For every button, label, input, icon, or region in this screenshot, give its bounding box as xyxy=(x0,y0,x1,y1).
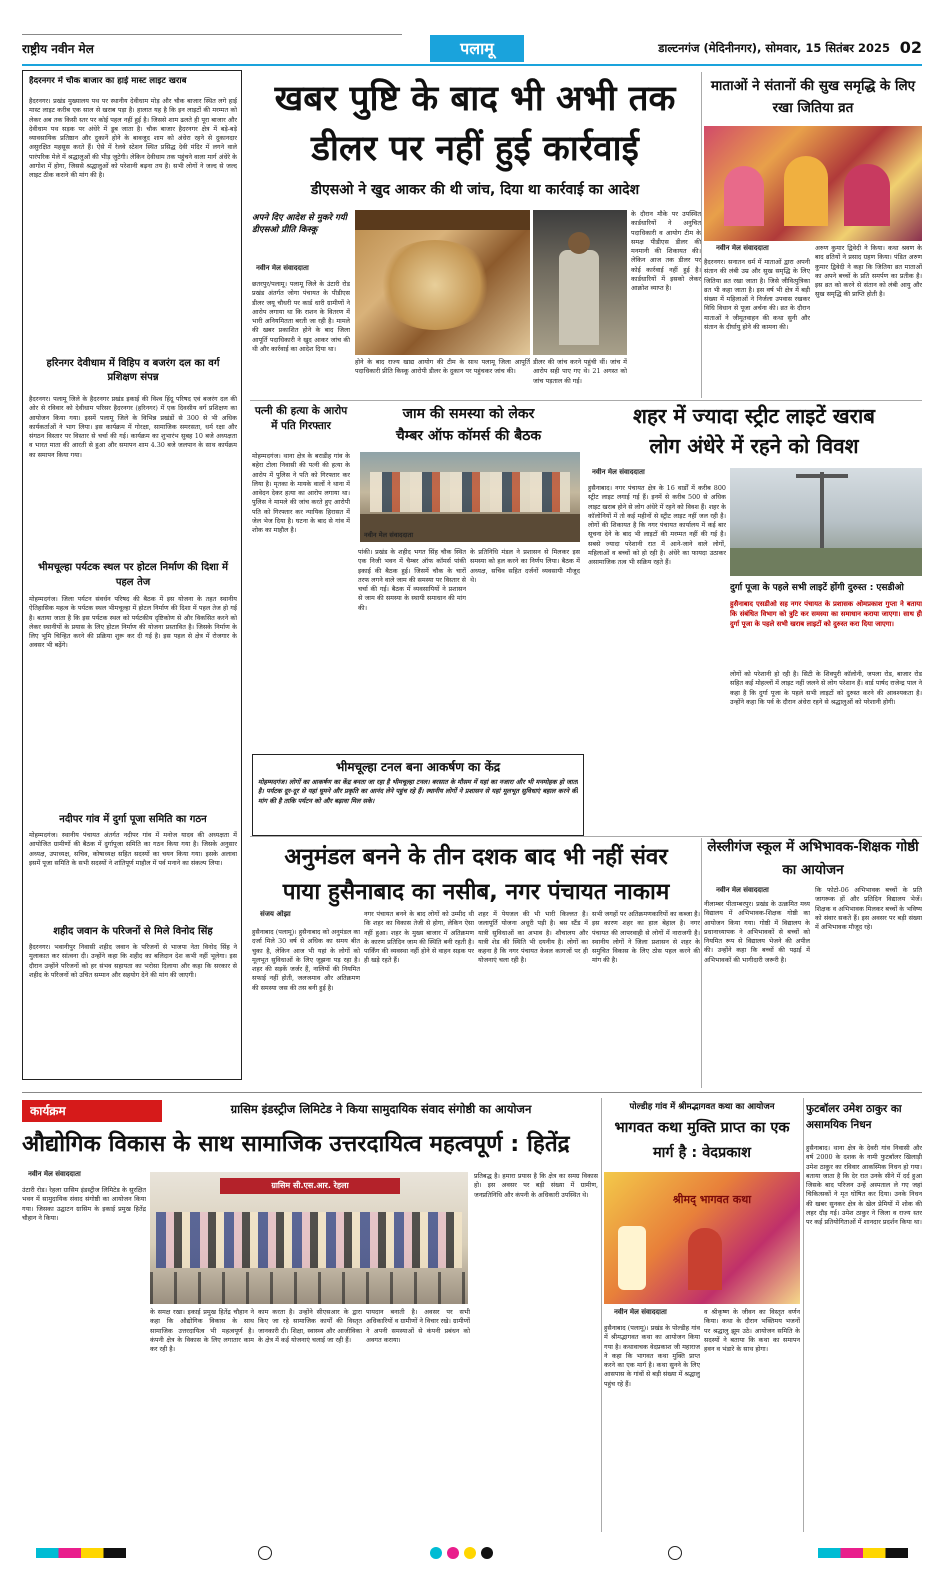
streetlights-body-b: लोगों को परेशानी हो रही है। सिटी के शिवपुरी कॉलोनी, जपला रोड, बाजार रोड सहित कई मोहल्लों में लाइट नहीं जलने से लोग परेशान हैं। वार्ड पार्षद राजेन्द्र पाल ने कहा है कि दुर्गा पूजा के पहले सभी लाइटों को दुरुस्त करने की आवश्यकता है। उन्होंने कहा कि पर्व के दौरान अंधेरा रहने से श्रद्धालुओं को परेशानी होगी। xyxy=(730,670,922,706)
karyakram-body-b: के समक्ष रखा। इकाई प्रमुख हितेंद्र चौहान ने कहा कि औद्योगिक विकास के साथ सामाजिक उत्तरदायित्व भी महत्वपूर्ण है। कंपनी क्षेत्र के विकास के लिए लगातार काम कर रही है। xyxy=(150,1308,254,1354)
streetlights-photo xyxy=(730,468,922,576)
wife-murder-title: पत्नी की हत्या के आरोप में पति गिरफ्तार xyxy=(254,405,348,433)
rule-horizontal-1 xyxy=(250,400,922,401)
left-column-box xyxy=(22,70,242,1080)
bhagwat-kicker: पोल्डीह गांव में श्रीमद्भागवत कथा का आयोजन xyxy=(629,1102,775,1112)
dateline: डाल्टनगंज (मेदिनीनगर), सोमवार, 15 सितंबर 2025 xyxy=(658,41,890,55)
karyakram-photo xyxy=(150,1172,468,1304)
masthead-rule xyxy=(22,64,922,66)
wife-murder-body: मोहम्मदगंज। थाना क्षेत्र के बराडीह गांव के बहेरा टोला निवासी की पत्नी की हत्या के आरोप में पुलिस ने पति को गिरफ्तार कर लिया है। मृतका के मायके वालों ने थाना में आवेदन देकर हत्या का आरोप लगाया था। पुलिस ने मामले की जांच करते हुए आरोपी पति को गिरफ्तार कर न्यायिक हिरासत में जेल भेज दिया है। घटना के बाद से गांव में शोक का माहौल है। xyxy=(252,452,350,535)
left-story-5-body: हैदरनगर। भवानीपुर निवासी शहीद जवान के परिजनों से भाजपा नेता विनोद सिंह ने मुलाकात कर सांत्वना दी। उन्होंने कहा कि शहीद का बलिदान देश कभी नहीं भूलेगा। इस दौरान उन्होंने परिजनों को हर संभव सहायता का भरोसा दिलाया और कहा कि सरकार से शहीद के परिजनों को उचित सम्मान और सहयोग देने की मांग की जाएगी। xyxy=(29,943,237,979)
section-name: पलामू xyxy=(460,39,494,58)
color-bar-left xyxy=(36,1548,126,1558)
jam-photo-meeting xyxy=(360,452,580,542)
bhagwat-byline: नवीन मेल संवाददाता xyxy=(614,1308,667,1316)
left-story-4-body: मोहम्मदगंज। स्थानीय पंचायत अंतर्गत नदीपर गांव में मनोज यादव की अध्यक्षता में आयोजित ग्रामीणों की बैठक में दुर्गापूजा समिति का गठन किया गया है। जिसके अनुसार अध्यक्ष, उपाध्यक्ष, सचिव, कोषाध्यक्ष सहित सदस्यों का चयन किया गया। इसके अलावा इसमें पूजा समिति के सभी सदस्यों ने शांतिपूर्ण माहौल में पर्व मनाने का संकल्प लिया। xyxy=(29,831,237,867)
lead-photo-shop xyxy=(533,210,627,355)
bhagwat-photo xyxy=(604,1172,800,1304)
left-story-3-title: भीमचूल्हा पर्यटक स्थल पर होटल निर्माण की दिशा में पहल तेज xyxy=(37,562,229,588)
lead-headline-line-2: डीलर पर नहीं हुई कार्रवाई xyxy=(311,129,639,169)
lesliganj-title: लेस्लीगंज स्कूल में अभिभावक-शिक्षक गोष्ठी का आयोजन xyxy=(707,839,919,878)
left-story-4-title: नदीपर गांव में दुर्गा पूजा समिति का गठन xyxy=(59,814,207,825)
lead-bullet: अपने दिए आदेश से मुकरे गयी डीएसओ प्रीति किस्कू xyxy=(252,213,348,236)
karyakram-body-c: काम करता है। उन्होंने सीएसआर के द्वारा किए जा रहे सामाजिक कार्यों की विस्तृत जानकारी दी। शिक्षा, स्वास्थ्य और आजीविका के क्षेत्र में कई योजनाएं चलाई जा रही हैं। xyxy=(258,1308,362,1344)
hussainabad-body-b: नगर पंचायत बनने के बाद लोगों को उम्मीद थी कि शहर का विकास तेजी से होगा, लेकिन ऐसा नहीं हुआ। शहर के मुख्य बाजार में अतिक्रमण के कारण प्रतिदिन जाम की स्थिति बनी रहती है। पार्किंग की व्यवस्था नहीं होने से वाहन सड़क पर ही खड़े रहते हैं। xyxy=(364,910,474,965)
bhagwat-title: भागवत कथा मुक्ति प्राप्त का एक मार्ग है : वेदप्रकाश xyxy=(614,1120,790,1162)
jam-title-1: जाम की समस्या को लेकर xyxy=(402,406,535,422)
lead-body-a: छतरपुर/पलामू। पलामू जिले के उंटारी रोड प्रखंड अंतर्गत जोगा पंचायत के पीडीएस डीलर जयू चौधरी पर कार्ड धारी ग्रामीणों ने आरोप लगाया था कि राशन के वितरण में भारी अनियमितता बरती जा रही है। मामले की खबर प्रकाशित होने के बाद जिला आपूर्ति पदाधिकारी ने खुद आकर जांच की थी और कार्रवाई का आदेश दिया था। xyxy=(252,280,350,353)
left-story-5-title: शहीद जवान के परिजनों से मिले विनोद सिंह xyxy=(53,926,213,937)
hussainabad-title-2: पाया हुसैनाबाद का नसीब, नगर पंचायत नाकाम xyxy=(282,879,670,905)
lead-photo-grain xyxy=(355,210,530,355)
bhagwat-body: हुसैनाबाद (पलामू)। प्रखंड के पोल्डीह गांव में श्रीमद्भागवत कथा का आयोजन किया गया है। कथावाचक वेदप्रकाश जी महाराज ने कहा कि भागवत कथा मुक्ति प्राप्त करने का एक मार्ग है। कथा सुनने के लिए आसपास के गांवों से बड़ी संख्या में श्रद्धालु पहुंच रहे हैं। xyxy=(604,1324,700,1388)
lesliganj-body-b: कि फोटो-06 अभिभावक बच्चों के प्रति जागरूक हों और प्रतिदिन विद्यालय भेजें। शिक्षक व अभिभावक मिलकर बच्चों के भविष्य को संवार सकते हैं। इस अवसर पर बड़ी संख्या में अभिभावक मौजूद रहे। xyxy=(815,886,922,932)
karyakram-headline: औद्योगिक विकास के साथ सामाजिक उत्तरदायित्व महत्वपूर्ण : हितेंद्र xyxy=(22,1131,570,1157)
karyakram-body-d: पायदान बनाती है। अवसर पर सभी अधिकारियों व ग्रामीणों ने विचार रखे। ग्रामीणों ने अपनी समस्याओं से कंपनी प्रबंधन को अवगत कराया। xyxy=(366,1308,470,1344)
mothers-byline: नवीन मेल संवाददाता xyxy=(716,244,769,252)
karyakram-photo-banner: ग्रासिम सी.एस.आर. रेहला xyxy=(271,1181,349,1190)
rule-vertical-3 xyxy=(601,1098,602,1532)
karyakram-label: कार्यक्रम xyxy=(30,1104,66,1118)
left-story-2-title: हरिनगर देवीधाम में विहिप व बजरंग दल का वर्ग प्रशिक्षण संपन्न xyxy=(46,358,220,383)
streetlights-byline: नवीन मेल संवाददाता xyxy=(592,468,645,476)
jam-photo-caption: नवीन मेल संवाददाता xyxy=(364,531,413,539)
brand: राष्ट्रीय नवीन मेल xyxy=(22,42,94,56)
karyakram-body-a: उंटारी रोड। रेहला ग्रासिम इंडस्ट्रीज लिमिटेड के सुरक्षित भवन में सामुदायिक संवाद संगोष्ठी का आयोजन किया गया। जिसका उद्घाटन ग्रासिम के इकाई प्रमुख हितेंद्र चौहान ने किया। xyxy=(22,1186,146,1222)
lead-body-d: के दौरान मौके पर उपस्थित कार्डधारियों ने अनुचित पदाधिकारी व आयोग टीम के समक्ष पीडीएस डीलर की मनमानी की शिकायत की। लेकिन आज तक डीलर पर कोई कार्रवाई नहीं हुई है। कार्डधारियों में इसको लेकर आक्रोश व्याप्त है। xyxy=(631,210,701,293)
bhagwat-photo-banner: श्रीमद् भागवत कथा xyxy=(672,1193,752,1206)
top-frame xyxy=(22,34,402,35)
bhimchulha-title: भीमचूल्हा टनल बना आकर्षण का केंद्र xyxy=(335,760,501,774)
lead-subhead: डीएसओ ने खुद आकर की थी जांच, दिया था कार्रवाई का आदेश xyxy=(310,182,640,198)
rule-horizontal-2 xyxy=(250,836,922,837)
rule-vertical-1 xyxy=(701,72,702,398)
lead-headline-line-1: खबर पुष्टि के बाद भी अभी तक xyxy=(274,79,676,119)
left-story-1-body: हैदरनगर। प्रखंड मुख्यालय पथ पर स्थानीय देवीधाम मोड़ और चौक बाजार स्थित लगे हाई मास्ट लाइट करीब एक साल से खराब पड़ा है। हालात यह है कि इन लाइटों की मरम्मत को लेकर अब तक किसी स्तर पर कोई पहल नहीं हुई है। जिससे शाम ढलते ही पूरा बाजार और देवीधाम पथ सड़क पर अंधेरे में डूब जाता है। चौक बाजार हैदरनगर क्षेत्र में बड़े-बड़े व्यावसायिक प्रतिष्ठान और दुकानें होने के बावजूद शाम को अंधेरा रहने से दुकानदार असुरक्षित महसूस करते हैं। ऐसे में रेलवे स्टेशन स्थित प्रसिद्ध देवी मंदिर में लगने वाले पारंपरिक मेले में श्रद्धालुओं की भीड़ जुटेगी। लेकिन देवीधाम तक पहुंचने वाला मार्ग अंधेरे के आगोश में होगा, जिससे श्रद्धालुओं को परेशानी बढ़ना तय है। सभी लोगों ने जल्द से जल्द लाइट ठीक कराने की मांग की है। xyxy=(29,97,237,180)
bottom-section-rule xyxy=(22,1092,922,1093)
lead-body-c: डीलर की जांच करने पहुंची थीं। जांच में आरोप सही पाए गए थे। 21 अगस्त को जांच पड़ताल की गई। xyxy=(533,358,627,385)
streetlights-highlight: हुसैनाबाद एसडीओ सह नगर पंचायत के प्रशासक ओमप्रकाश गुप्ता ने बताया कि संबंधित विभाग को त्रुटि कर समस्या का समाधान कराया जाएगा। साथ ही दुर्गा पूजा के पहले सभी खराब लाइटों को दुरुस्त करा दिया जाएगा। xyxy=(730,600,922,628)
mothers-title: माताओं ने संतानों की सुख समृद्धि के लिए रखा जितिया व्रत xyxy=(710,78,916,116)
streetlights-photo-caption: दुर्गा पूजा के पहले सभी लाइटें होंगी दुरुस्त : एसडीओ xyxy=(730,583,904,593)
left-story-1-title: हैदरनगर में चौक बाजार का हाई मास्ट लाइट खराब xyxy=(29,76,187,86)
mothers-body: हैदरनगर। सनातन धर्म में माताओं द्वारा अपनी संतान की लंबी उम्र और सुख समृद्धि के लिए जितिया व्रत रखा जाता है। जिसे जीवित्पुत्रिका व्रत भी कहा जाता है। इस वर्ष भी क्षेत्र में बड़ी संख्या में महिलाओं ने निर्जला उपवास रखकर विधि विधान से पूजा अर्चना की। व्रत के दौरान माताओं ने जीमूतवाहन की कथा सुनी और संतान के दीर्घायु होने की कामना की। xyxy=(704,258,810,331)
hussainabad-body-a: हुसैनाबाद (पलामू)। हुसैनाबाद को अनुमंडल का दर्जा मिले 30 वर्ष से अधिक का समय बीत चुका है, लेकिन आज भी यहां के लोगों को मूलभूत सुविधाओं के लिए जूझना पड़ रहा है। शहर की सड़कें जर्जर हैं, नालियों की नियमित सफाई नहीं होती, जलजमाव और अतिक्रमण की समस्या जस की तस बनी हुई है। xyxy=(252,928,360,992)
streetlights-title-1: शहर में ज्यादा स्ट्रीट लाइटें खराब xyxy=(633,404,875,428)
bhagwat-body-b: व श्रीकृष्ण के जीवन का विस्तृत वर्णन किया। कथा के दौरान भक्तिमय भजनों पर श्रद्धालु झूम उठे। आयोजन समिति के सदस्यों ने बताया कि कथा का समापन हवन व भंडारे के साथ होगा। xyxy=(704,1308,800,1354)
color-bar-right xyxy=(818,1548,908,1558)
lesliganj-body: नीलाम्बर पीताम्बरपुर। प्रखंड के उत्क्रमित मध्य विद्यालय में अभिभावक-शिक्षक गोष्ठी का आयोजन किया गया। गोष्ठी में विद्यालय के प्रधानाध्यापक ने अभिभावकों से बच्चों को नियमित रूप से विद्यालय भेजने की अपील की। उन्होंने कहा कि बच्चों की पढ़ाई में अभिभावकों की भागीदारी जरूरी है। xyxy=(704,900,810,964)
karyakram-banner: ग्रासिम इंडस्ट्रीज लिमिटेड ने किया सामुदायिक संवाद संगोष्ठी का आयोजन xyxy=(230,1102,532,1116)
hussainabad-title-1: अनुमंडल बनने के तीन दशक बाद भी नहीं संवर xyxy=(284,844,668,870)
karyakram-byline: नवीन मेल संवाददाता xyxy=(28,1170,81,1178)
streetlights-body: हुसैनाबाद। नगर पंचायत क्षेत्र के 16 वार्डों में करीब 800 स्ट्रीट लाइट लगाई गई हैं। इनमें से करीब 500 से अधिक लाइट खराब होने से लोग अंधेरे में रहने को विवश हैं। शहर के कॉलोनियों में तो कई महीनों से स्ट्रीट लाइट नहीं जल रही है। लोगों की शिकायत है कि नगर पंचायत कार्यालय में कई बार सूचना देने के बाद भी लाइटों की मरम्मत नहीं की गई है। सबसे ज्यादा परेशानी रात में आने-जाने वाले लोगों, महिलाओं व बच्चों को हो रही है। अंधेरे का फायदा उठाकर असामाजिक तत्व भी सक्रिय रहते हैं। xyxy=(588,484,726,567)
registration-mark-right xyxy=(668,1546,682,1560)
lead-body-b: होने के बाद राज्य खाद्य आयोग की टीम के साथ पलामू जिला आपूर्ति पदाधिकारी प्रीति किस्कू आरोपी डीलर के दुकान पर पहुंचकर जांच की। xyxy=(355,358,530,376)
jam-body-b: के प्रतिनिधि मंडल ने प्रशासन से मिलकर इस समस्या को हल करने का निर्णय लिया। बैठक में अध्यक्ष, सचिव सहित दर्जनों व्यवसायी मौजूद थे। xyxy=(470,548,580,584)
hussainabad-body-c: शहर में पेयजल की भी भारी किल्लत है। जलापूर्ति योजना अधूरी पड़ी है। बस स्टैंड में यात्री सुविधाओं का अभाव है। शौचालय और यात्री शेड की स्थिति भी दयनीय है। लोगों का कहना है कि नगर पंचायत केवल कागजों पर ही योजनाएं चला रही है। xyxy=(478,910,588,965)
lead-byline: नवीन मेल संवाददाता xyxy=(256,264,309,272)
bhimchulha-body: मोहम्मदगंज। लोगों का आकर्षण का केंद्र बनता जा रहा है भीमचूल्हा टनल। बरसात के मौसम में यहां का नजारा और भी मनमोहक हो जाता है। पर्यटक दूर-दूर से यहां घूमने और प्रकृति का आनंद लेने पहुंच रहे हैं। स्थानीय लोगों ने प्रशासन से यहां मूलभूत सुविधाएं बहाल करने की मांग की है ताकि पर्यटन को और बढ़ावा मिल सके। xyxy=(258,778,578,805)
umesh-body: हुसैनाबाद। थाना क्षेत्र के देवरी गांव निवासी और वर्ष 2000 के दशक के नामी फुटबॉलर खिलाड़ी उमेश ठाकुर का रविवार आकस्मिक निधन हो गया। बताया जाता है कि देर रात उनके सीने में दर्द हुआ जिसके बाद परिजन उन्हें अस्पताल ले गए जहां चिकित्सकों ने मृत घोषित कर दिया। उनके निधन की खबर सुनकर क्षेत्र के खेल प्रेमियों में शोक की लहर दौड़ गई। उमेश ठाकुर ने जिला व राज्य स्तर पर कई प्रतियोगिताओं में शानदार प्रदर्शन किया था। xyxy=(806,1144,922,1227)
hussainabad-body-d: सभी जगहों पर अतिक्रमणकारियों का कब्जा है। इस कारण शहर का हाल बेहाल है। नगर पंचायत की लापरवाही से लोगों में नाराजगी है। स्थानीय लोगों ने जिला प्रशासन से शहर के समुचित विकास के लिए ठोस पहल करने की मांग की है। xyxy=(592,910,700,965)
jam-body-a: पांकी। प्रखंड के शहीद भगत सिंह चौक स्थित एक निजी भवन में चैम्बर ऑफ कॉमर्स पांकी इकाई की बैठक हुई। जिसमें चौक के चारों तरफ लगने वाले जाम की समस्या पर विस्तार से चर्चा की गई। बैठक में व्यवसायियों ने प्रशासन से जाम की समस्या के स्थायी समाधान की मांग की। xyxy=(358,548,466,612)
left-story-3-body: मोहम्मदगंज। जिला पर्यटन संवर्धन परिषद की बैठक में इस योजना के तहत स्थानीय ऐतिहासिक महत्व के पर्यटक स्थल भीमचूल्हा में होटल निर्माण की दिशा में पहल तेज हो गई है। बताया जाता है कि इस पर्यटक स्थल को पर्यटकीय दृष्टिकोण से और विकसित करने को लेकर स्थानीयों के प्रयास के लिए होटल निर्माण की योजना प्रस्तावित है। जिसके निर्माण के लिए भूमि चिन्हित करने की प्रक्रिया शुरू कर दी गई है। इस पहल से क्षेत्र में रोजगार के अवसर भी बढ़ेंगे। xyxy=(29,595,237,650)
masthead xyxy=(22,34,922,64)
umesh-title: फुटबॉलर उमेश ठाकुर का असामयिक निधन xyxy=(806,1103,902,1131)
registration-dots-center xyxy=(430,1547,510,1559)
mothers-photo xyxy=(704,126,922,241)
streetlights-title-2: लोग अंधेरे में रहने को विवश xyxy=(649,434,859,458)
registration-mark-left xyxy=(258,1546,272,1560)
page-number: 02 xyxy=(899,38,922,57)
hussainabad-byline: संजय ओझा xyxy=(260,910,291,918)
rule-vertical-2 xyxy=(701,838,702,1088)
jam-title-2: चैम्बर ऑफ कॉमर्स की बैठक xyxy=(395,428,542,444)
lesliganj-byline: नवीन मेल संवाददाता xyxy=(716,886,769,894)
rule-vertical-4 xyxy=(803,1098,804,1532)
mothers-body-b: अरुण कुमार द्विवेदी ने किया। कथा श्रवण के बाद व्रतियों ने प्रसाद ग्रहण किया। पंडित अरुण कुमार द्विवेदी ने कहा कि जितिया व्रत माताओं का अपने बच्चों के प्रति समर्पण का प्रतीक है। इस व्रत को करने से संतान को लंबी आयु और सुख समृद्धि की प्राप्ति होती है। xyxy=(815,244,922,299)
left-story-2-body: हैदरनगर। पलामू जिले के हैदरनगर प्रखंड इकाई की विश्व हिंदू परिषद एवं बजरंग दल की ओर से रविवार को देवीधाम परिसर हैदरनगर (हरिनगर) में एक दिवसीय वर्ग प्रशिक्षण का आयोजन किया गया। इसमें पलामू जिले के विभिन्न प्रखंडों से 300 से भी अधिक कार्यकर्ताओं ने भाग लिया। इस कार्यक्रम में गोरक्षा, सामाजिक समरसता, धर्म रक्षा और संगठन विस्तार पर विस्तार से चर्चा की गई। कार्यक्रम का शुभारंभ सुबह 10 बजे अध्यक्षता व भारत माता की आरती से हुआ और समापन शाम 4.30 बजे जलपान के साथ कार्यक्रम का समापन किया गया। xyxy=(29,395,237,459)
karyakram-body-e: प्रतिबद्ध है। हमारा प्रयास है कि क्षेत्र का समग्र विकास हो। इस अवसर पर बड़ी संख्या में ग्रामीण, जनप्रतिनिधि और कंपनी के अधिकारी उपस्थित थे। xyxy=(474,1172,598,1199)
